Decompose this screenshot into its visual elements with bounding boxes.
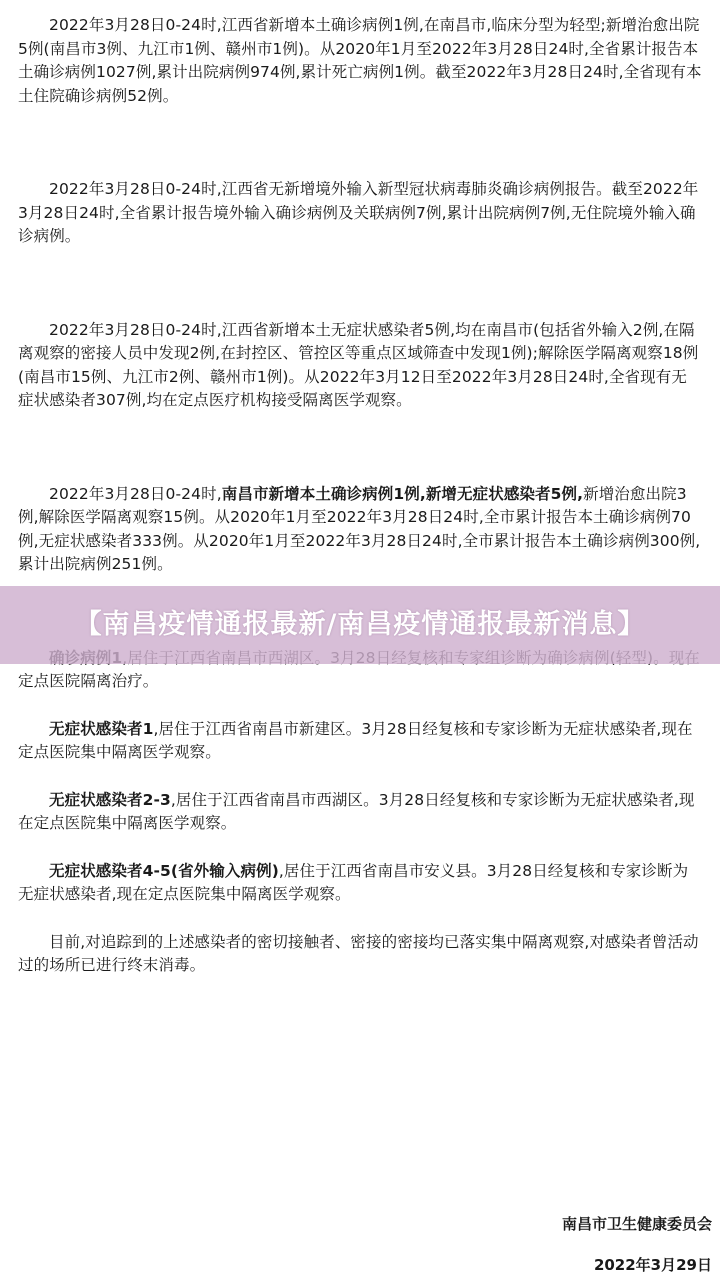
case-item	[18, 789, 702, 836]
case-item	[18, 860, 702, 907]
case-text: ,居住于江西省南昌市新建区。3月28日经复核和专家诊断为无症状感染者,现在定点医院集中隔离医学观察。	[18, 719, 693, 761]
closing-paragraph: 目前,对追踪到的上述感染者的密切接触者、密接的密接均已落实集中隔离观察,对感染者曾活动过的场所已进行终末消毒。	[18, 932, 699, 974]
paragraph-imported-cases: 2022年3月28日0-24时,江西省无新增境外输入新型冠状病毒肺炎确诊病例报告。截至2022年3月28日24时,全省累计报告境外输入确诊病例及关联病例7例,累计出院病例7例,无住院境外输入确诊病例。	[18, 180, 699, 245]
paragraph-province-confirmed: 2022年3月28日0-24时,江西省新增本土确诊病例1例,在南昌市,临床分型为轻型;新增治愈出院5例(南昌市3例、九江市1例、赣州市1例)。从2020年1月至2022年3月28日24时,全省累计报告本土确诊病例1027例,累计出院病例974例,累计死亡病例1例。截至2022年3月28日24时,全省现有本土住院确诊病例52例。	[18, 16, 702, 105]
case-item	[18, 718, 702, 765]
notice-body	[18, 14, 702, 978]
case-label: 无症状感染者4-5(省外输入病例)	[49, 861, 279, 880]
title-banner-overlay	[0, 586, 720, 664]
signature-organization: 南昌市卫生健康委员会	[561, 1215, 712, 1233]
summary-rest: 新增治愈出院3例,解除医学隔离观察15例。从2020年1月至2022年3月28日24时,全市累计报告本土确诊病例70例,无症状感染者333例。从2020年1月至2022年3月28日24时,全市累计报告本土确诊病例300例,累计出院病例251例。	[18, 484, 701, 573]
case-text: ,居住于江西省南昌市西湖区。3月28日经复核和专家诊断为无症状感染者,现在定点医院集中隔离医学观察。	[18, 790, 695, 832]
paragraph-asymptomatic: 2022年3月28日0-24时,江西省新增本土无症状感染者5例,均在南昌市(包括省外输入2例,在隔离观察的密接人员中发现2例,在封控区、管控区等重点区域筛查中发现1例);解除医学隔离观察18例(南昌市15例、九江市2例、赣州市1例)。从2022年3月12日至2022年3月28日24时,全省现有无症状感染者307例,均在定点医疗机构接受隔离医学观察。	[18, 320, 699, 409]
banner-title: 【南昌疫情通报最新/南昌疫情通报最新消息】	[74, 609, 646, 640]
signature-date: 2022年3月29日	[593, 1256, 712, 1274]
summary-lead: 2022年3月28日0-24时,	[49, 484, 222, 503]
case-text: ,居住于江西省南昌市安义县。3月28日经复核和专家诊断为无症状感染者,现在定点医院集中隔离医学观察。	[18, 861, 689, 903]
summary-bold: 南昌市新增本土确诊病例1例,新增无症状感染者5例,	[221, 484, 584, 503]
paragraph-nanchang-summary	[18, 483, 702, 577]
case-label: 无症状感染者2-3	[49, 790, 171, 809]
case-label: 无症状感染者1	[49, 719, 154, 738]
case-text: 定点医院隔离治疗。	[18, 672, 159, 690]
